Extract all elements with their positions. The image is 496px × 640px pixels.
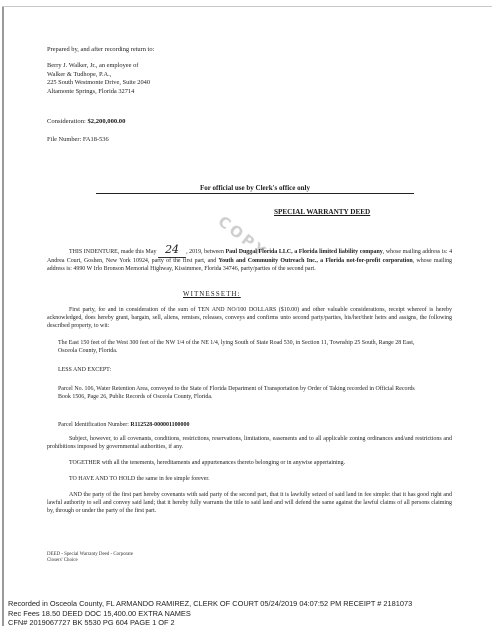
indenture-paragraph <box>47 243 453 274</box>
scan-edge-top <box>2 6 492 7</box>
indenture-text-c: , whose mailing address is: 4 Andrea Court, Goshen, New York 10924, party of the first part, and <box>47 249 453 264</box>
parcel-paragraph: Parcel No. 106, Water Retention Area, conveyed to the State of Florida Department of Transportation by Order of Taking recorded in Official Records Book 1506, Page 26, Public Records of Osceola County, Florida. <box>58 386 415 400</box>
parcel-id-value: R112528-000001100000 <box>130 422 190 428</box>
prepared-by-block <box>47 46 154 96</box>
form-label-line: Closers' Choice <box>47 558 78 564</box>
less-and-except: LESS AND EXCEPT: <box>58 367 112 373</box>
covenant-paragraph: AND the party of the first part hereby covenants with said party of the second part, that it is lawfully seized of said land in fee simple: that it has good right and lawful authority to sell and convey said land; that it hereby fully warrants the title to said land and will defend the same against the lawful claims of all persons claiming by, through or under the party of the first part. <box>47 492 452 514</box>
prepared-by-heading: Prepared by, and after recording return to: <box>47 46 155 53</box>
day-field <box>158 243 186 258</box>
preparer-line: Altamonte Springs, Florida 32714 <box>47 87 135 95</box>
to-have-paragraph: TO HAVE AND TO HOLD the same in fee simple forever. <box>69 476 210 482</box>
preparer-line: Walker & Tudhope, P.A., <box>47 70 112 78</box>
witnesseth-heading: WITNESSETH: <box>183 291 241 298</box>
legal-description: The East 150 feet of the West 300 feet of the NW 1/4 of the NE 1/4, lying South of State Road 530, in Section 11, Township 25 South, Range 28 East, Osceola County, Florida. <box>58 340 415 354</box>
indenture-text-d: , whose mailing address is: 4990 W Irlo Bronson Memorial Highway, Kissimmee, Florida 34746, party/parties of the second part. <box>47 257 453 272</box>
consideration-label: Consideration: <box>47 118 86 125</box>
preparer-line: 225 South Westmonte Drive, Suite 2040 <box>47 79 151 87</box>
scan-edge-left <box>2 6 4 626</box>
grant-paragraph: First party, for and in consideration of the sum of TEN AND NO/100 DOLLARS ($10.00) and other valuable considerations, receipt whereof is hereby acknowledged, does hereby grant, bargain, sell, aliens, remises, releases, conveys and confirms unto second party/parties, his/her/their heirs and assigns, the following described property, to wit: <box>47 307 452 329</box>
form-label <box>47 552 133 564</box>
parcel-id-line <box>58 421 418 429</box>
grantor-name: Paul Duggal Florida LLC, a Florida limited liability company <box>225 249 383 255</box>
recording-line: CFN# 2019067727 BK 5530 PG 604 PAGE 1 OF 2 <box>8 618 175 628</box>
deed-title: SPECIAL WARRANTY DEED <box>274 208 371 216</box>
recording-line: Recorded in Osceola County, FL ARMANDO RAMIREZ, CLERK OF COURT 05/24/2019 04:07:52 PM RECEIPT # 2181073 <box>8 599 413 608</box>
form-label-line: DEED - Special Warranty Deed - Corporate <box>47 552 133 557</box>
handwritten-day: 24 <box>165 243 180 256</box>
grantee-name: Youth and Community Outreach Inc., a Florida not-for-profit corporation <box>218 257 413 264</box>
consideration-value: $2,200,000.00 <box>87 118 126 125</box>
file-number: File Number: FA18-536 <box>47 136 109 143</box>
recording-stamp <box>8 599 412 628</box>
consideration-line <box>47 118 125 125</box>
clerk-use-line: For official use by Clerk's office only <box>96 184 414 194</box>
subject-paragraph: Subject, however, to all covenants, conditions, restrictions, reservations, limitations, easements and to all applicable zoning ordinances and/and restrictions and prohibitions imposed by governmental authorities, if any. <box>47 436 452 450</box>
recording-line: Rec Fees 18.50 DEED DOC 15,400.00 EXTRA NAMES <box>8 608 191 618</box>
preparer-line: Berry J. Walker, Jr., an employee of <box>47 62 139 70</box>
indenture-text-a: THIS INDENTURE, made this May <box>69 249 157 255</box>
parcel-id-label: Parcel Identification Number: <box>58 422 129 428</box>
indenture-text-b: , 2019, between <box>186 249 224 255</box>
copy-stamp: COPY <box>214 212 272 262</box>
together-paragraph: TOGETHER with all the tenements, hereditaments and appurtenances thereto belonging or in anywise appertaining. <box>69 460 346 466</box>
